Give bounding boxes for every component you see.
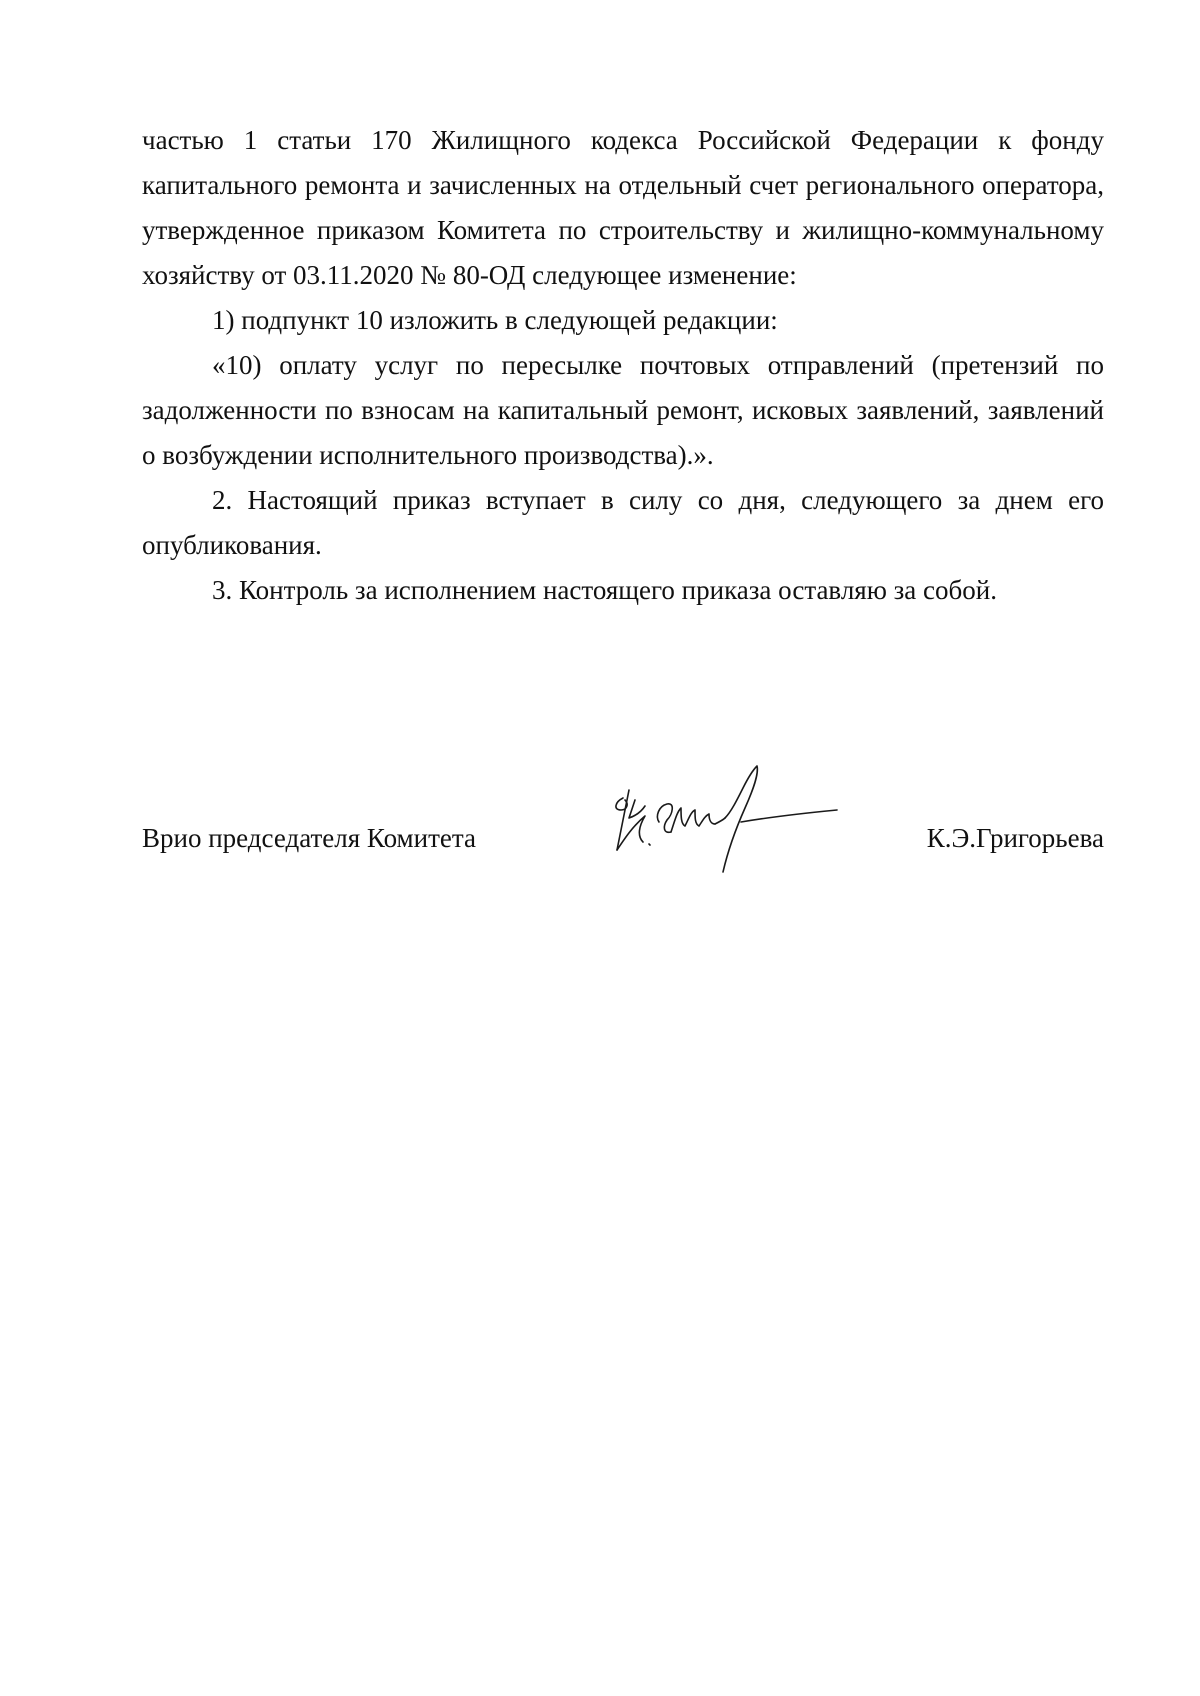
paragraph-point-3: 3. Контроль за исполнением настоящего приказа оставляю за собой. xyxy=(212,575,997,605)
document-body xyxy=(142,118,1104,613)
paragraph-quoted-subpoint-10: «10) оплату услуг по пересылке почтовых отправлений (претензий по задолженности по взносам на капитальный ремонт, исковых заявлений, заявлений о возбуждении исполнительного производства).». xyxy=(142,350,1104,470)
signatory-title: Врио председателя Комитета xyxy=(142,823,476,853)
paragraph-amendment-intro: частью 1 статьи 170 Жилищного кодекса Российской Федерации к фонду капитального ремонта и зачисленных на отдельный счет регионального оператора, утвержденное приказом Комитета по строительству и жилищно-коммунальному хозяйству от 03.11.2020 № 80-ОД следующее изменение: xyxy=(142,125,1104,290)
signatory-name: К.Э.Григорьева xyxy=(926,823,1104,853)
handwritten-signature xyxy=(605,760,845,880)
paragraph-point-2: 2. Настоящий приказ вступает в силу со дня, следующего за днем его опубликования. xyxy=(142,485,1104,560)
paragraph-subpoint-1: 1) подпункт 10 изложить в следующей редакции: xyxy=(212,305,778,335)
